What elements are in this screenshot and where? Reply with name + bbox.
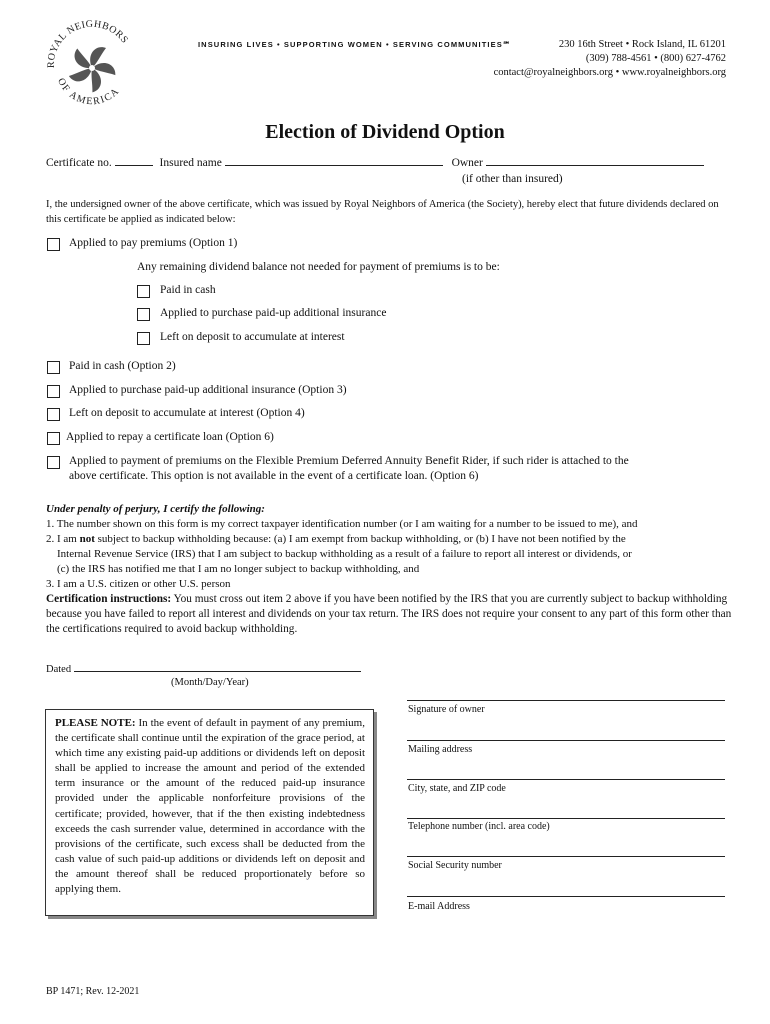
certificate-label: Certificate no. [46, 157, 112, 169]
dated-label: Dated [46, 664, 72, 675]
item2-bold: not [79, 533, 95, 545]
form-title: Election of Dividend Option [265, 121, 505, 143]
owner-field[interactable] [486, 165, 704, 166]
sub-option-paid-up-label: Applied to purchase paid-up additional insurance [160, 307, 387, 319]
sub-option-paid-cash-label: Paid in cash [160, 284, 216, 296]
option-rider-label-line1: Applied to payment of premiums on the Flexible Premium Deferred Annuity Benefit Rider, if such rider is attached to the [69, 455, 629, 467]
option6-loan-label: Applied to repay a certificate loan (Option 6) [66, 431, 274, 443]
certification-item-1: 1. The number shown on this form is my correct taxpayer identification number (or I am waiting for a number to be issued to me), and [46, 518, 638, 530]
royal-neighbors-logo [40, 10, 140, 120]
option3-label: Applied to purchase paid-up additional insurance (Option 3) [69, 384, 347, 396]
city-state-zip-label: City, state, and ZIP code [408, 783, 506, 794]
certification-item-2 [46, 532, 736, 547]
logo-text-bottom: OF AMERICA [55, 76, 123, 108]
contact-line: contact@royalneighbors.org • www.royalneighbors.org [493, 67, 726, 78]
dated-row [46, 664, 361, 675]
address-line: 230 16th Street • Rock Island, IL 61201 [558, 39, 726, 50]
date-format-hint: (Month/Day/Year) [171, 677, 249, 688]
certificate-field[interactable] [115, 165, 153, 166]
sub-option-paid-up-checkbox[interactable] [137, 308, 150, 321]
tagline: INSURING LIVES • SUPPORTING WOMEN • SERVING COMMUNITIES℠ [198, 40, 512, 49]
option-rider-checkbox[interactable] [47, 456, 60, 469]
logo-text-top: ROYAL NEIGHBORS [45, 18, 131, 69]
option4-checkbox[interactable] [47, 408, 60, 421]
ssn-label: Social Security number [408, 860, 502, 871]
option1-label: Applied to pay premiums (Option 1) [69, 237, 238, 249]
telephone-label: Telephone number (incl. area code) [408, 821, 550, 832]
option4-label: Left on deposit to accumulate at interest (Option 4) [69, 407, 305, 419]
item2-rest: subject to backup withholding because: (a) I am exempt from backup withholding, or (b) I have not been notified by the [94, 533, 626, 545]
please-note-text [55, 716, 365, 897]
remaining-balance-text: Any remaining dividend balance not needed for payment of premiums is to be: [137, 261, 500, 273]
instructions-label: Certification instructions: [46, 593, 172, 605]
signature-label: Signature of owner [408, 704, 485, 715]
please-note-body: In the event of default in payment of any premium, the certificate shall continue until the expiration of the grace period, at which time any existing paid-up additions or dividends left on deposit shall be applied to increase the amount and period of the extended term insurance or the amount of the reduced paid-up insurance provided under the applicable nonforfeiture provisions of the certificate; provided, however, that if the then existing indebtedness exceeds the cash surrender value, determined in accordance with the provisions of the certificate, such excess shall be deducted from the cash value of such paid-up additions or dividends left on deposit and the amount thereof shall be reduced proportionately before so applying them. [55, 717, 365, 896]
option1-checkbox[interactable] [47, 238, 60, 251]
city-state-zip-field[interactable] [407, 779, 725, 780]
intro-text: I, the undersigned owner of the above certificate, which was issued by Royal Neighbors of America (the Society), hereby elect that future dividends declared on this certificate be applied as indicated below: [46, 199, 719, 225]
mailing-address-label: Mailing address [408, 744, 473, 755]
svg-text:OF AMERICA [55, 77, 122, 108]
svg-text:ROYAL NEIGHBORS [46, 19, 130, 68]
address-block [494, 38, 726, 80]
item2-prefix: 2. I am [46, 533, 80, 545]
signature-field[interactable] [407, 700, 725, 701]
sub-option-paid-cash-checkbox[interactable] [137, 285, 150, 298]
option2-checkbox[interactable] [47, 361, 60, 374]
option2-label: Paid in cash (Option 2) [69, 360, 176, 372]
certification-section [46, 502, 736, 637]
ssn-field[interactable] [407, 856, 725, 857]
email-field[interactable] [407, 896, 725, 897]
insured-name-field[interactable] [225, 165, 443, 166]
date-field[interactable] [74, 671, 361, 672]
option6-loan-checkbox[interactable] [47, 432, 60, 445]
form-number: BP 1471; Rev. 12-2021 [46, 986, 140, 997]
sub-option-deposit-label: Left on deposit to accumulate at interest [160, 331, 345, 343]
certification-item-2-line3: (c) the IRS has notified me that I am no longer subject to backup withholding, and [57, 563, 420, 575]
certification-item-2-line2: Internal Revenue Service (IRS) that I am subject to backup withholding as a result of a failure to report all interest or dividends, or [57, 548, 632, 560]
insured-label: Insured name [159, 157, 222, 169]
please-note-label: PLEASE NOTE: [55, 717, 136, 729]
mailing-address-field[interactable] [407, 740, 725, 741]
email-label: E-mail Address [408, 901, 470, 912]
telephone-field[interactable] [407, 818, 725, 819]
certification-instructions [46, 592, 736, 637]
option3-checkbox[interactable] [47, 385, 60, 398]
sub-option-deposit-checkbox[interactable] [137, 332, 150, 345]
certification-item-3: 3. I am a U.S. citizen or other U.S. person [46, 578, 231, 590]
owner-note: (if other than insured) [462, 173, 563, 185]
certification-heading: Under penalty of perjury, I certify the following: [46, 503, 265, 515]
phone-line: (309) 788-4561 • (800) 627-4762 [585, 53, 726, 64]
option-rider-label-line2: above certificate. This option is not available in the event of a certificate loan. (Option 6) [69, 470, 479, 482]
owner-label: Owner [451, 157, 483, 169]
certificate-row [46, 157, 704, 169]
instructions-text: You must cross out item 2 above if you have been notified by the IRS that you are currently subject to backup withholding because you have failed to report all interest and dividends on your tax return. The IRS does not require your consent to any part of this form other than the certifications required to avoid backup withholding. [46, 593, 732, 635]
